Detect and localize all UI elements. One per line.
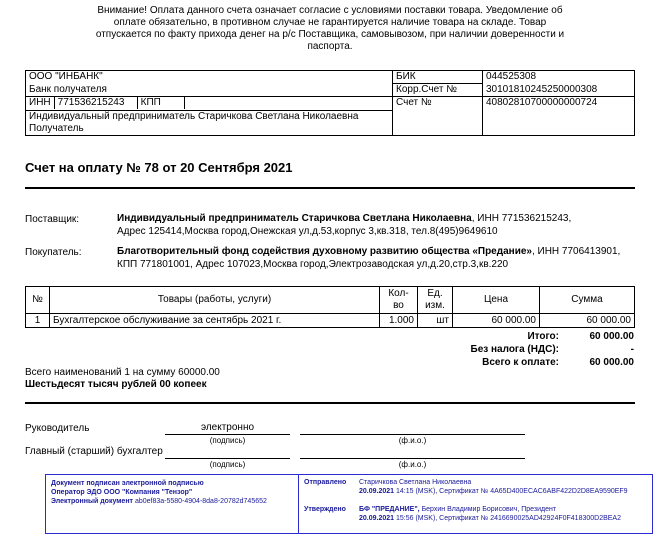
esign-info <box>51 479 301 506</box>
esign-signers <box>304 478 649 532</box>
supplier-details <box>117 212 637 238</box>
col-num: № <box>26 287 50 314</box>
esign-approved-org: БФ "ПРЕДАНИЕ", <box>359 506 420 513</box>
esign-doc-id: ab0ef83a-5580-4904-8da8-20782d745652 <box>134 498 267 505</box>
director-sign-caption: (подпись) <box>209 436 246 445</box>
table-row <box>26 314 635 328</box>
supplier-address: Адрес 125414,Москва город,Онежская ул,д.53,корпус 3,кв.318, тел.8(495)9649610 <box>117 226 498 237</box>
esign-approved <box>304 505 649 532</box>
due-label: Всего к оплате: <box>482 357 559 368</box>
row-qty: 1.000 <box>380 314 418 328</box>
vat-value: - <box>630 344 634 355</box>
accountant-sign-line <box>165 458 290 459</box>
vat-label: Без налога (НДС): <box>470 344 559 355</box>
row-price: 60 000.00 <box>453 314 540 328</box>
row-num: 1 <box>26 314 50 328</box>
bik-label: БИК <box>393 71 483 84</box>
due-value: 60 000.00 <box>589 357 634 368</box>
esign-approved-details: 15:56 (MSK), Сертификат № 2416690025AD42924F0F418300D2BEA2 <box>396 515 621 522</box>
supplier-name: Индивидуальный предприниматель Старичкова Светлана Николаевна <box>117 213 472 224</box>
esign-approved-date: 20.09.2021 <box>359 515 395 522</box>
inn-label: ИНН <box>26 97 55 109</box>
totals-block <box>400 330 637 369</box>
inn-kpp-row <box>26 97 393 111</box>
director-signature: электронно <box>200 422 255 433</box>
corr-value: 30101810245250000308 <box>483 84 635 97</box>
row-unit: шт <box>418 314 453 328</box>
items-table <box>25 286 635 328</box>
buyer-inn: , ИНН 7706413901, <box>531 246 621 257</box>
esign-line1: Документ подписан электронной подписью <box>51 480 204 487</box>
col-qty: Кол-во <box>380 287 418 314</box>
title-divider <box>25 187 635 189</box>
esign-approved-label: Утверждено <box>304 506 346 513</box>
esign-sent <box>304 478 649 505</box>
accountant-name-caption: (ф.и.о.) <box>398 460 427 469</box>
buyer-details <box>117 245 637 271</box>
bank-name: ООО "ИНБАНК" <box>26 71 393 84</box>
receiver-cell <box>26 111 393 136</box>
buyer-address: КПП 771801001, Адрес 107023,Москва город,Электрозаводская ул,д.20,стр.3,кв.220 <box>117 259 509 270</box>
summary-divider <box>25 402 635 404</box>
receiver-name: Индивидуальный предприниматель Старичкова Светлана Николаевна <box>29 111 359 122</box>
row-sum: 60 000.00 <box>540 314 635 328</box>
esign-sent-details: 14:15 (MSK), Сертификат № 4A65D400ECAC6ABF422D2D8EA9590EF9 <box>396 488 628 495</box>
accountant-sign-caption: (подпись) <box>209 460 246 469</box>
col-unit: Ед. изм. <box>418 287 453 314</box>
kpp-label: КПП <box>141 97 185 109</box>
row-name: Бухгалтерское обслуживание за сентябрь 2021 г. <box>50 314 380 328</box>
receiver-label: Получатель <box>29 123 84 134</box>
inn-value: 771536215243 <box>58 97 138 109</box>
summary-count: Всего наименований 1 на сумму 60000.00 <box>25 367 220 378</box>
col-sum: Сумма <box>540 287 635 314</box>
esign-divider <box>298 475 299 533</box>
buyer-name: Благотворительный фонд содействия духовному развитию общества «Предание» <box>117 246 532 257</box>
receiver-bank-label: Банк получателя <box>26 84 393 97</box>
account-label: Счет № <box>393 97 483 136</box>
notice-text: Внимание! Оплата данного счета означает согласие с условиями поставки товара. Уведомление об оплате обязательно, в противном случае не гарантируется наличие товара на складе. Товар отпускается по факту прихода денег на р/с Поставщика, самовывозом, при наличии доверенности и паспорта. <box>95 5 565 52</box>
bank-details-table <box>25 70 635 136</box>
director-sign-line <box>165 434 290 435</box>
director-label: Руководитель <box>25 423 90 434</box>
esign-sent-name: Старичкова Светлана Николаевна <box>359 479 472 486</box>
esign-line2: Оператор ЭДО ООО "Компания "Тензор" <box>51 489 193 496</box>
invoice-title: Счет на оплату № 78 от 20 Сентября 2021 <box>25 160 293 175</box>
corr-label: Корр.Счет № <box>393 84 483 97</box>
supplier-inn: , ИНН 771536215243, <box>471 213 572 224</box>
esign-approved-person: Берхин Владимир Борисович, Президент <box>421 506 557 513</box>
supplier-label: Поставщик: <box>25 214 80 225</box>
esign-sent-label: Отправлено <box>304 479 347 486</box>
kpp-value <box>188 97 191 109</box>
accountant-label: Главный (старший) бухгалтер <box>25 446 163 457</box>
summary-block <box>25 367 220 391</box>
buyer-label: Покупатель: <box>25 247 82 258</box>
director-name-caption: (ф.и.о.) <box>398 436 427 445</box>
accountant-name-line <box>300 458 525 459</box>
electronic-signature-stamp <box>45 474 653 534</box>
account-value: 40802810700000000724 <box>483 97 635 136</box>
total-value: 60 000.00 <box>589 331 634 342</box>
bik-value: 044525308 <box>483 71 635 84</box>
summary-words: Шестьдесят тысяч рублей 00 копеек <box>25 379 207 390</box>
director-name-line <box>300 434 525 435</box>
col-price: Цена <box>453 287 540 314</box>
esign-doc-label: Электронный документ <box>51 498 133 505</box>
esign-sent-date: 20.09.2021 <box>359 488 395 495</box>
total-label: Итого: <box>527 331 559 342</box>
col-name: Товары (работы, услуги) <box>50 287 380 314</box>
